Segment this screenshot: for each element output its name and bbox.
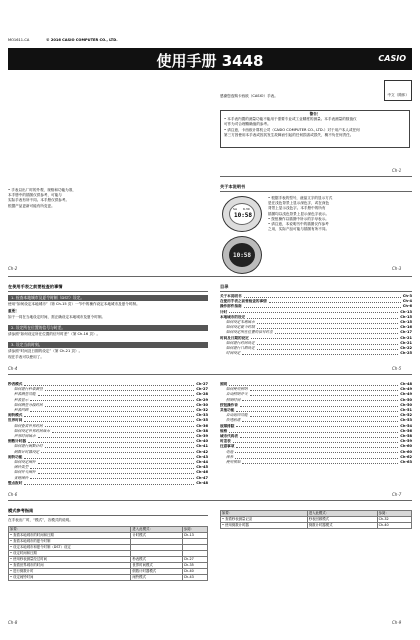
table-cell: • 设定本地城市和夏令时制（DST）设定	[9, 545, 131, 551]
toc-entry-label: 如何进行秒表测量	[14, 387, 43, 392]
watch-sub: 6.30	[243, 207, 250, 211]
toc-entry-label: 注意事项	[220, 444, 235, 449]
toc-entry-page: Ch-49	[400, 387, 412, 392]
table-cell: 世界时间模式	[131, 563, 182, 569]
manual-title: 使用手册 3448	[156, 52, 264, 70]
toc-entry-page: Ch-36	[196, 423, 208, 428]
section-title: 关于本说明书	[220, 184, 246, 189]
toc-entry-label: 计时	[220, 309, 228, 314]
toc-entry-page: Ch-4	[402, 299, 412, 304]
toc-entry-label: 秒表测量功能	[14, 392, 36, 397]
toc-entry-page: Ch-3	[402, 294, 412, 298]
note-line: 根据产品更新可能有所变更。	[8, 203, 55, 208]
toc-entry-label: 闹铃类型	[14, 465, 29, 470]
toc-entry-label: 按钮操作音	[220, 402, 238, 407]
warning-line: • 本手表内置的测量功能不能用于需要专业或工业精度的测量。本手表测量的数值仅	[224, 117, 357, 122]
toc-leader	[244, 294, 401, 298]
table-cell: • 使用秒表测量经过时间	[9, 557, 131, 563]
toc-entry-page: Ch-63	[400, 460, 412, 465]
toc-entry-label: 如何使用照明	[226, 387, 248, 392]
toc-entry-label: 时差表	[220, 439, 231, 444]
warning-line: • 请注意，卡西欧计算机公司（CASIO COMPUTER CO., LTD.）对于用户本人或任何	[224, 127, 360, 132]
table-cell: • 查看本地城市的夏令时制	[9, 539, 131, 545]
step-line: 如于一同在当地设定时间，需正确设定本地城市及夏令时制。	[8, 315, 106, 319]
warning-line: 可作为对合理精确值的参考。	[224, 122, 271, 127]
toc-entry-label: 故障排除	[220, 423, 235, 428]
toc-leader	[38, 460, 195, 464]
table-cell: 倒数计时器模式	[131, 569, 182, 575]
toc-entry-label: 快速前进	[226, 418, 241, 423]
table-cell: • 查看世界城市的时间	[9, 563, 131, 569]
step-line: 现在手表可以使用了。	[8, 355, 44, 359]
watch-face	[229, 243, 255, 267]
toc-entry-page: Ch-16	[400, 325, 412, 330]
toc-leader	[24, 481, 194, 485]
toc-leader	[242, 351, 398, 355]
toc-leader	[242, 398, 398, 402]
toc-entry-page: Ch-49	[400, 392, 412, 397]
section-title: 在使用手表之前要检查的事情	[8, 284, 63, 289]
table-header: 参阅：	[377, 511, 411, 517]
toc-leader	[30, 476, 194, 480]
toc-entry-page: Ch-59	[400, 439, 412, 444]
toc-entry-page: Ch-62	[400, 454, 412, 459]
toc-entry-page: Ch-27	[196, 382, 208, 386]
toc-leader	[229, 310, 398, 314]
toc-leader	[30, 465, 194, 469]
toc-entry-page: Ch-54	[400, 423, 412, 428]
toc-leader	[41, 450, 194, 454]
toc-leader	[242, 460, 398, 464]
toc-entry-page: Ch-17	[400, 330, 412, 335]
brand-logo: CASIO	[378, 54, 406, 63]
toc-entry-page: Ch-13	[400, 309, 412, 314]
table-cell: 倒数计时器模式	[307, 523, 377, 529]
table-cell: 计时模式	[131, 533, 182, 539]
step-3-bar: 3. 设定当前时刻。	[8, 342, 208, 348]
intro-lead: 感谢您选购卡西欧（CASIO）手表。	[220, 94, 278, 98]
toc-entry-page: Ch-48	[400, 382, 412, 386]
toc-leader	[247, 315, 398, 319]
toc-leader	[30, 408, 194, 412]
table-cell: • 查看秒表测量记录	[221, 517, 308, 523]
toc-leader	[236, 408, 398, 412]
toc-leader	[244, 304, 401, 308]
toc-entry-label: 如何设定所在位置的信号时差	[226, 330, 273, 335]
toc-leader	[24, 418, 194, 422]
table-cell: Ch-13	[182, 533, 207, 539]
toc-entry-page: Ch-45	[196, 465, 208, 470]
step-line: 重要！	[8, 309, 19, 313]
toc-entry-label: 照明时间	[226, 397, 241, 402]
watch-face	[229, 203, 255, 225]
text-line: 插图均以浅色背景上显示深色字表示。	[268, 211, 330, 216]
toc-entry-label: 如何测量分段时间	[14, 402, 43, 407]
toc-entry-label: 如何设定本地城市	[226, 320, 255, 325]
table-header: 如要：	[221, 511, 308, 517]
toc-leader	[275, 330, 399, 334]
toc-entry[interactable]	[220, 351, 412, 356]
toc-leader	[240, 434, 398, 438]
toc-entry-page: Ch-28	[196, 392, 208, 397]
table-cell: Ch-32	[377, 517, 411, 523]
toc-list	[220, 294, 412, 356]
mode-table	[220, 510, 412, 529]
table-row	[221, 523, 412, 529]
watch-illustration-1	[222, 196, 262, 232]
toc-entry-page: Ch-43	[196, 454, 208, 459]
toc-entry-label: 秒表显示	[14, 397, 29, 402]
toc-leader	[236, 424, 398, 428]
toc-entry-page: Ch-50	[400, 397, 412, 402]
step-line: 使用“如何设定本地城市”（第 Ch-15 页）一节中的操作设定本地城市及夏令时制。	[8, 302, 140, 306]
toc-leader	[24, 413, 194, 417]
toc-leader	[24, 455, 194, 459]
toc-leader	[250, 392, 399, 396]
toc-leader	[45, 444, 195, 448]
toc-entry-page: Ch-41	[196, 444, 208, 449]
toc-leader	[38, 470, 195, 474]
toc-entry-label: 电池	[226, 449, 234, 454]
text-line: • 请注意，本说明书中的插图仅作参考	[268, 222, 329, 227]
toc-entry-label: 自动返回功能	[226, 413, 248, 418]
toc-entry-label: 如何进行日期设定	[226, 346, 255, 351]
note-line: 本手册中的插图仅供参考，可能与	[8, 193, 62, 198]
toc-leader	[233, 439, 399, 443]
page-number: Ch-2	[8, 266, 18, 271]
toc-leader	[257, 325, 399, 329]
mode-table	[8, 526, 208, 581]
toc-entry-label: 世界时间	[8, 418, 23, 423]
warning-title: 警告！	[309, 112, 321, 116]
toc-entry-page: Ch-56	[400, 428, 412, 433]
toc-entry[interactable]	[220, 460, 412, 465]
step-line: 请参照“如何设定所在位置的信号时差”（第 Ch-16 页）。	[8, 332, 101, 336]
toc-entry-label: 其他功能	[220, 408, 235, 413]
page-3-text	[268, 196, 412, 232]
table-header: 进入此模式：	[307, 511, 377, 517]
toc-entry-label: 如何进行时间设定	[226, 340, 255, 345]
toc-entry-page: Ch-53	[400, 418, 412, 423]
toc-entry-page: Ch-46	[196, 470, 208, 475]
text-line: 之用，实际产品可能与插图有所不同。	[268, 227, 330, 232]
toc-entry-page: Ch-25	[400, 351, 412, 356]
toc-leader	[45, 424, 195, 428]
step-line: 请参照“时间及日期的设定”（第 Ch-21 页）。	[8, 349, 83, 353]
toc-entry-page: Ch-22	[400, 346, 412, 351]
toc-entry-label: 如何查看世界时间	[14, 423, 43, 428]
watch-day: SA	[233, 207, 238, 211]
toc-leader	[257, 346, 399, 350]
toc-entry[interactable]	[8, 481, 208, 486]
toc-leader	[24, 382, 194, 386]
toc-entry-label: 倒数计时器设定	[14, 449, 40, 454]
warning-line: 第三方因使用本手表或因其发生故障而引起的任何损害或损失，概不负任何责任。	[224, 132, 354, 137]
toc-leader	[257, 341, 399, 345]
toc-entry-label: 整点报时	[8, 480, 23, 485]
table-cell: 闹铃模式	[131, 575, 182, 581]
toc-entry-label: 秒表模式	[8, 382, 23, 386]
toc-leader	[240, 403, 398, 407]
text-line: • 按钮操作以插图中所示的字母表示。	[268, 216, 329, 221]
table-cell: • 设定闹铃时间	[9, 575, 131, 581]
page-number: Ch-7	[392, 492, 402, 497]
text-line: • 根据手表的型号，液晶文字的显示方式	[268, 196, 333, 200]
page-number: Ch-5	[392, 366, 402, 371]
table-cell: Ch-27	[182, 557, 207, 563]
toc-leader	[269, 299, 401, 303]
toc-entry-page: Ch-58	[400, 434, 412, 439]
page-number: Ch-3	[392, 266, 402, 271]
toc-entry-label: 关于本说明书	[220, 294, 242, 298]
toc-entry-label: 如何设定闹铃	[14, 460, 36, 465]
toc-entry-page: Ch-27	[196, 387, 208, 392]
toc-entry-page: Ch-6	[402, 304, 412, 309]
toc-entry-page: Ch-48	[196, 480, 208, 485]
table-cell: Ch-35	[182, 563, 207, 569]
step-2-bar: 2. 设定所在位置的信号与时差。	[8, 325, 208, 331]
toc-entry-label: 使用须知	[226, 460, 241, 465]
toc-leader	[52, 429, 194, 433]
toc-entry-label: 倒数计时器	[8, 439, 26, 444]
toc-entry-label: 时间及日期的设定	[220, 335, 249, 340]
table-header: 参阅：	[182, 527, 207, 533]
toc-leader	[45, 387, 195, 391]
watch-time: 10:58	[232, 252, 252, 259]
toc-entry-label: 本地城市的设定	[220, 314, 246, 319]
toc-entry-page: Ch-15	[400, 314, 412, 319]
toc-entry-page: Ch-42	[196, 449, 208, 454]
toc-leader	[235, 450, 398, 454]
toc-entry-label: 秒表回顾	[14, 408, 29, 413]
toc-leader	[45, 403, 195, 407]
toc-entry-page: Ch-60	[400, 444, 412, 449]
toc-entry-page: Ch-35	[196, 418, 208, 423]
toc-leader	[257, 320, 399, 324]
toc-leader	[250, 413, 399, 417]
toc-leader	[242, 418, 398, 422]
toc-leader	[28, 439, 194, 443]
toc-entry-page: Ch-44	[196, 460, 208, 465]
toc-leader	[30, 398, 194, 402]
toc-entry-label: 在使用手表之前要检查的事情	[220, 299, 267, 304]
table-cell: • 使用倒数计时器	[221, 523, 308, 529]
section-title: 模式参考指南	[8, 508, 34, 513]
toc-entry-label: 保养	[226, 454, 234, 459]
table-row	[221, 517, 412, 523]
page-number: Ch-1	[392, 168, 402, 173]
page-number: Ch-6	[8, 492, 18, 497]
toc-entry-page: Ch-15	[400, 320, 412, 325]
table-cell: • 进行倒数计时	[9, 569, 131, 575]
toc-entry-page: Ch-32	[196, 408, 208, 413]
table-cell: • 查看本地城市的时间和日期	[9, 533, 131, 539]
toc-list	[8, 382, 208, 486]
toc-entry-label: 如何设定夏令时制	[226, 325, 255, 330]
page-2-notes	[8, 188, 208, 209]
toc-entry-page: Ch-29	[196, 397, 208, 402]
toc-entry-page: Ch-51	[400, 408, 412, 413]
page-number: Ch-8	[8, 620, 18, 625]
toc-entry-page: Ch-21	[400, 340, 412, 345]
toc-leader	[236, 444, 398, 448]
toc-leader	[38, 434, 195, 438]
toc-entry-label: 如何开关闹铃	[14, 470, 36, 475]
page-number: Ch-9	[392, 620, 402, 625]
table-cell: Ch-43	[182, 575, 207, 581]
toc-entry-label: 操作部件指南	[220, 304, 242, 309]
warning-box	[220, 110, 410, 148]
table-cell: • 设定时间和日期	[9, 551, 131, 557]
toc-leader	[229, 429, 398, 433]
toc-entry-label: 如何进行倒数计时	[14, 444, 43, 449]
doc-code: MO1611-CA	[8, 38, 30, 42]
note-line: • 手表以出厂时的外观、规格和功能为准，	[8, 188, 76, 192]
toc-entry-page: Ch-40	[196, 439, 208, 444]
table-cell: 秒表模式	[131, 557, 182, 563]
toc-entry-label: 闹铃模式	[8, 413, 23, 418]
note-line: 实际手表有所不同。本手册仅供参考。	[8, 198, 70, 203]
page-number: Ch-4	[8, 366, 18, 371]
copyright: © 2016 CASIO COMPUTER CO., LTD.	[46, 38, 118, 42]
table-header: 如要：	[9, 527, 131, 533]
watch-time: 10:58	[233, 212, 253, 219]
toc-entry-label: 如何设定世界时间城市	[14, 428, 50, 433]
toc-list	[220, 382, 412, 465]
watch-illustration-2	[222, 236, 262, 274]
toc-leader	[250, 387, 399, 391]
toc-entry-page: Ch-30	[196, 402, 208, 407]
toc-entry-label: 自动照明开关	[226, 392, 248, 397]
table-cell: 秒表回顾模式	[307, 517, 377, 523]
toc-entry-page: Ch-47	[196, 475, 208, 480]
table-cell: Ch-40	[377, 523, 411, 529]
table-header: 进入此模式：	[131, 527, 182, 533]
toc-entry-page: Ch-60	[400, 449, 412, 454]
toc-entry-page: Ch-21	[400, 335, 412, 340]
toc-leader	[251, 336, 399, 340]
toc-entry-label: 规格	[220, 428, 228, 433]
toc-leader	[229, 382, 398, 386]
table-cell: Ch-40	[182, 569, 207, 575]
language-tag: 中文（简体）	[384, 80, 412, 101]
step-1-bar: 1. 检查本地城市及夏令时制（DST）设定。	[8, 295, 208, 301]
toc-entry-page: Ch-50	[400, 402, 412, 407]
text-line: 是在浅色背景上显示深色字，或在深色	[268, 201, 330, 206]
mode-guide-lead: 在手表出厂时，“模式”，各模式的说明。	[8, 518, 73, 522]
text-line: 背景上显示浅色字。本手册中的所有	[268, 206, 326, 211]
toc-entry-label: 城市代码表	[220, 434, 238, 439]
toc-entry-page: Ch-38	[196, 428, 208, 433]
toc-entry-label: 时间设定	[226, 351, 241, 356]
toc-leader	[38, 392, 195, 396]
toc-entry-label: 世界时间城市	[14, 434, 36, 439]
title-bar	[8, 48, 412, 70]
toc-leader	[235, 455, 398, 459]
toc-entry-page: Ch-39	[196, 434, 208, 439]
toc-entry-label: 闹铃功能	[8, 454, 23, 459]
toc-entry-label: 照明	[220, 382, 228, 386]
toc-title: 目录	[220, 284, 229, 289]
toc-entry-page: Ch-33	[196, 413, 208, 418]
toc-entry-label: 贪睡闹铃	[14, 475, 29, 480]
toc-entry-page: Ch-52	[400, 413, 412, 418]
table-row	[9, 575, 208, 581]
